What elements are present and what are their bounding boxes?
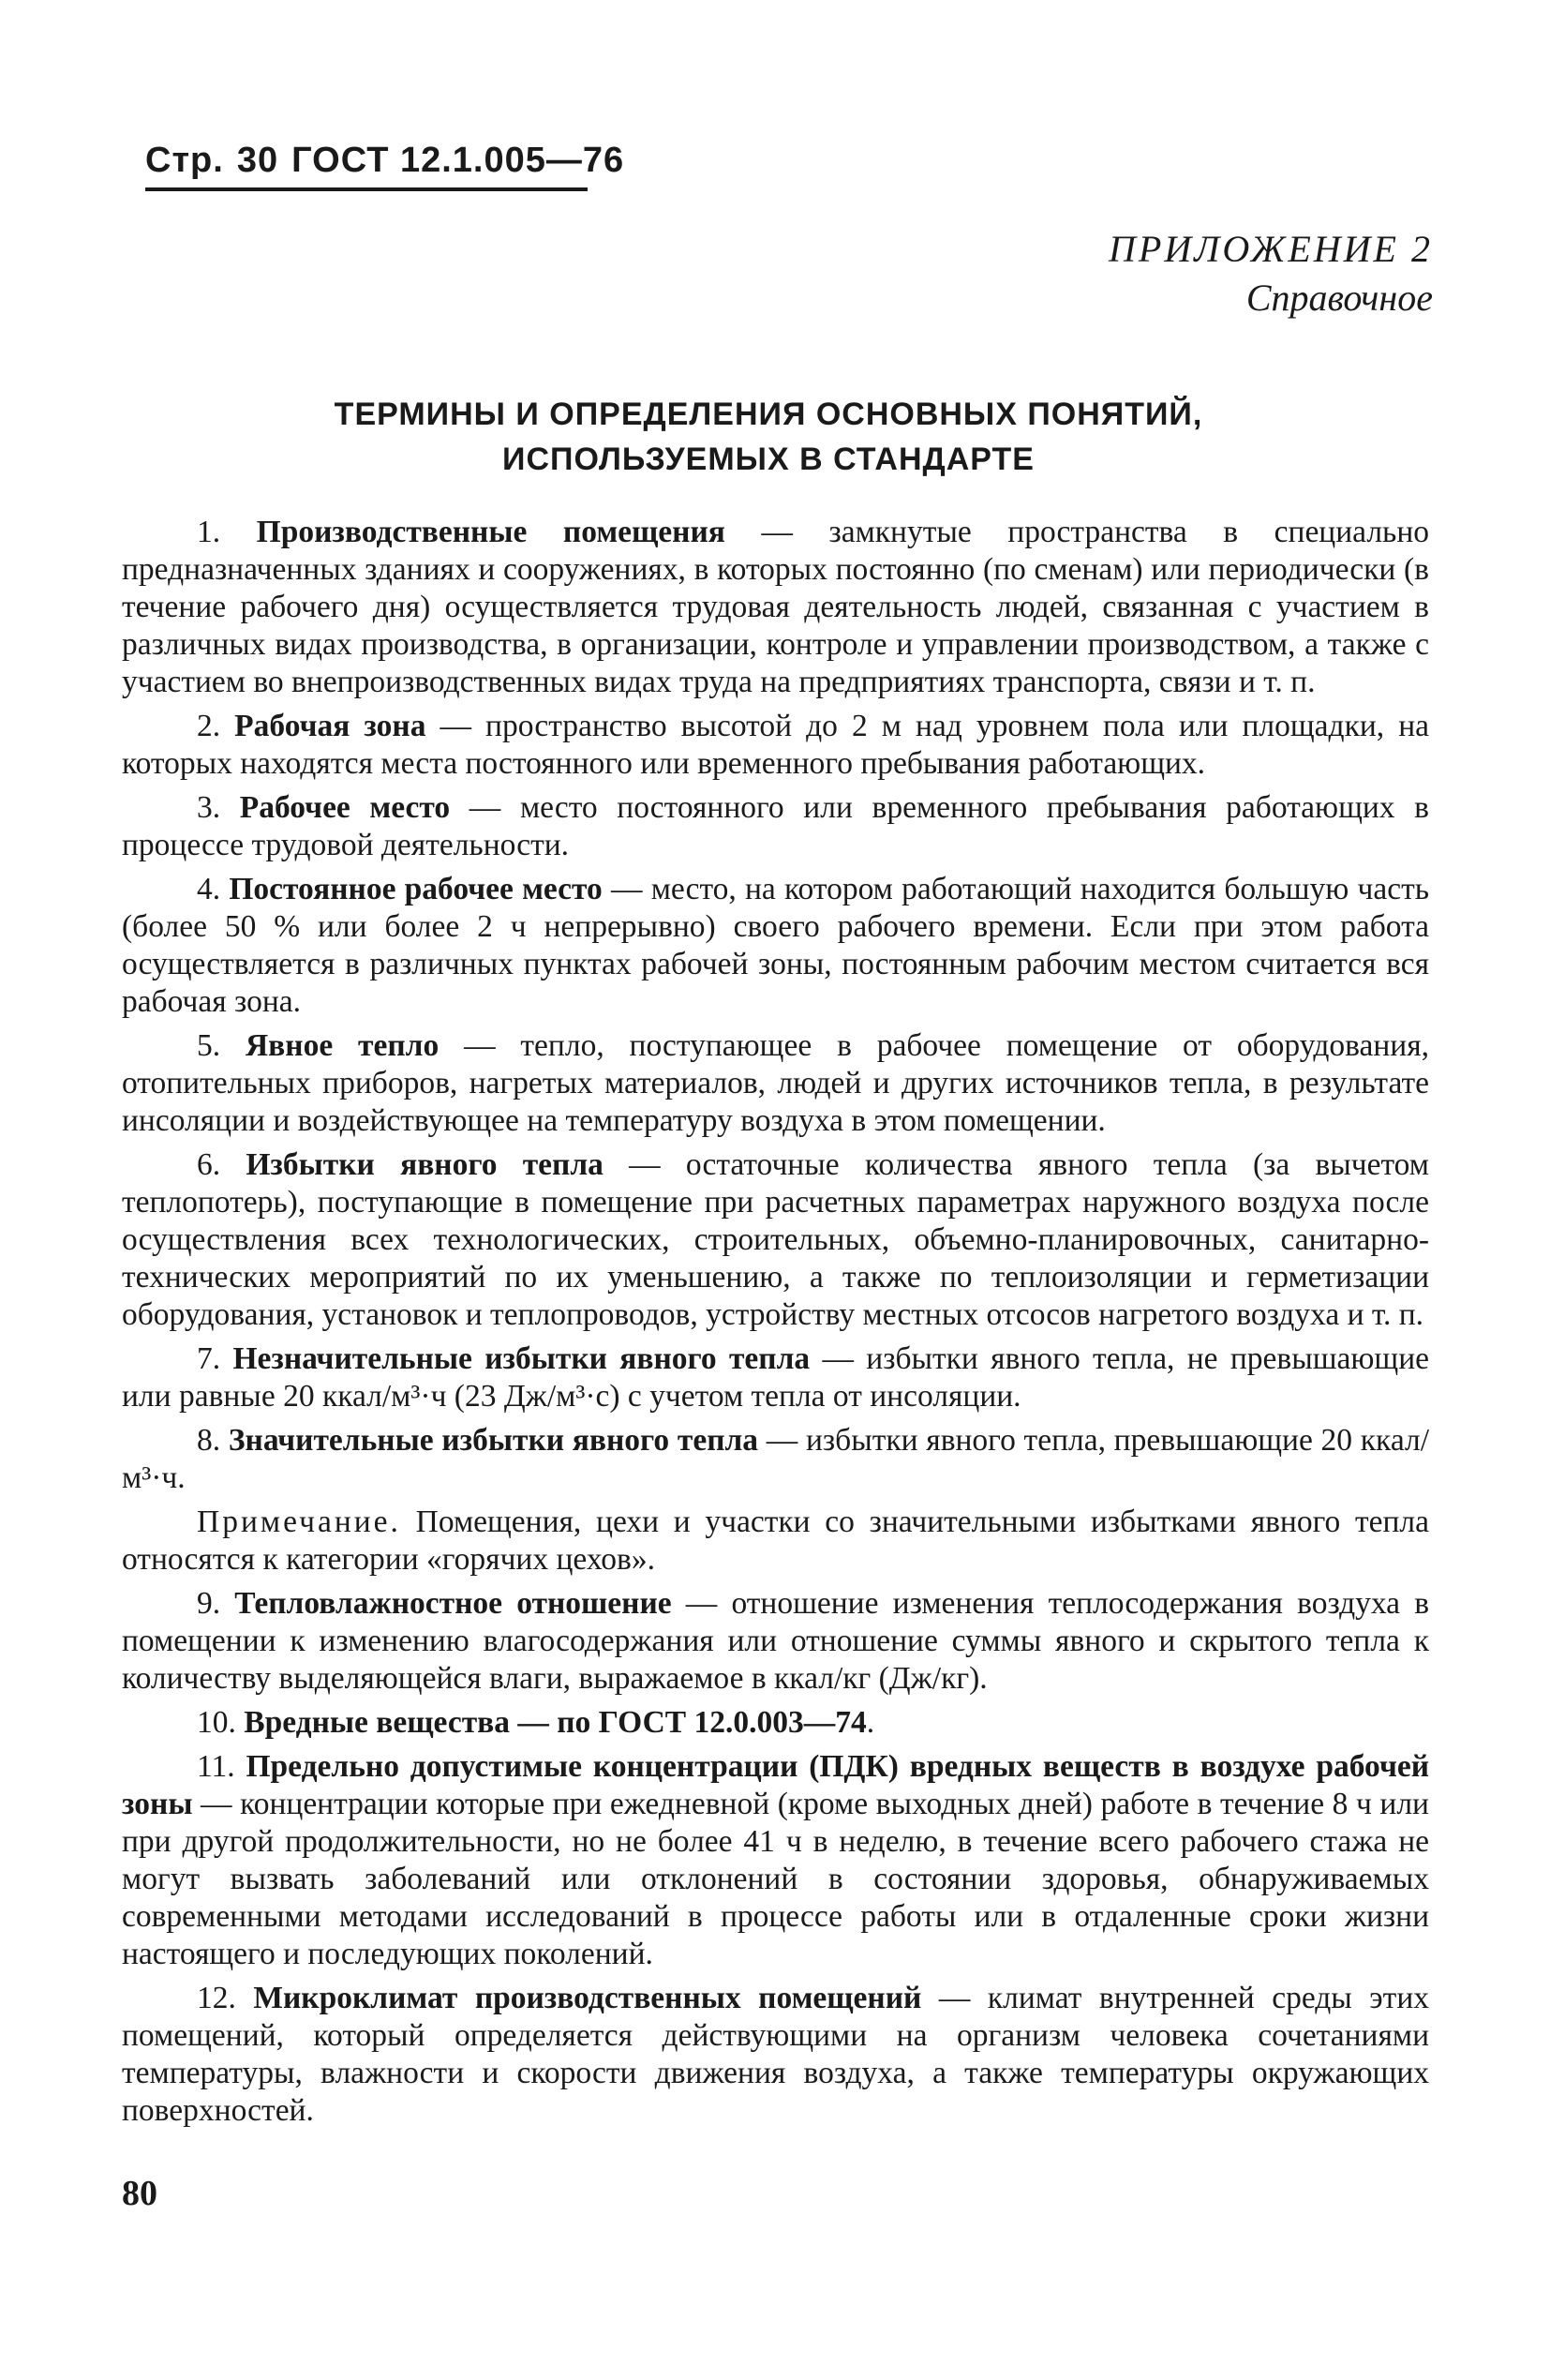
term: Рабочее место <box>239 790 451 825</box>
term: Незначительные избытки явного тепла <box>232 1341 811 1376</box>
definition-10: 10. Вредные вещества — по ГОСТ 12.0.003—74. <box>197 1705 875 1740</box>
note-label: Примечание. <box>197 1504 401 1539</box>
definition-2: 2. Рабочая зона — пространство высотой до 2 м над уровнем пола или площадки, на которых находятся места постоянного или временного пребывания работающих. <box>122 709 1429 781</box>
term: Постоянное рабочее место <box>229 872 603 906</box>
term: Значительные избытки явного тепла <box>228 1423 759 1458</box>
standard-number: ГОСТ 12.1.005—76 <box>291 141 625 180</box>
definition-3: 3. Рабочее место — место постоянного или временного пребывания работающих в процессе трудовой деятельности. <box>122 790 1429 862</box>
definition-1: 1. Производственные помещения — замкнутые пространства в специально предназначенных зданиях и сооружениях, в которых постоянно (по сменам) или периодически (в течение рабочего дня) осуществляется трудовая деятельность людей, связанная с участием в различных видах производства, в организации, контроле и управлении производством, а также с участием во внепроизводственных видах труда на предприятиях транспорта, связи и т. п. <box>122 515 1429 699</box>
definition-6: 6. Избытки явного тепла — остаточные количества явного тепла (за вычетом теплопотерь), поступающие в помещение при расчетных параметрах наружного воздуха после осуществления всех технологических, строительных, объемно-планировочных, санитарно-технических мероприятий по их уменьшению, а также по теплоизоляции и герметизации оборудования, установок и теплопроводов, устройству местных отсосов нагретого воздуха и т. п. <box>122 1147 1429 1332</box>
header-rule <box>145 187 588 191</box>
term: Производственные помещения <box>256 515 725 549</box>
page-number: 80 <box>122 2174 157 2213</box>
definition-7: 7. Незначительные избытки явного тепла — избытки явного тепла, не превышающие или равные 20 ккал/м³·ч (23 Дж/м³·с) с учетом тепла от инсоляции. <box>122 1341 1430 1414</box>
term: Рабочая зона <box>234 709 426 743</box>
appendix-label <box>1109 225 1433 322</box>
document-title-line-2: ИСПОЛЬЗУЕМЫХ В СТАНДАРТЕ <box>502 442 1035 477</box>
definition-4: 4. Постоянное рабочее место — место, на котором работающий находится большую часть (более 50 % или более 2 ч непрерывно) своего рабочего времени. Если при этом работа осуществляется в различных пунктах рабочей зоны, постоянным рабочим местом считается вся рабочая зона. <box>122 872 1429 1019</box>
appendix-subtitle: Справочное <box>1245 277 1433 319</box>
term: Тепловлажностное отношение <box>234 1586 672 1621</box>
definition-8: 8. Значительные избытки явного тепла — избытки явного тепла, превышающие 20 ккал/м³·ч. <box>122 1423 1430 1495</box>
definition-11: 11. Предельно допустимые концентрации (ПДК) вредных веществ в воздухе рабочей зоны — концентрации которые при ежедневной (кроме выходных дней) работе в течение 8 ч или при другой продолжительности, но не более 41 ч в неделю, в течение всего рабочего стажа не могут вызвать заболеваний или отклонений в состоянии здоровья, обнаруживаемых современными методами исследований в процессе работы или в отдаленные сроки жизни настоящего и последующих поколений. <box>122 1749 1430 1971</box>
document-title <box>150 392 1387 482</box>
definition-5: 5. Явное тепло — тепло, поступающее в рабочее помещение от оборудования, отопительных приборов, нагретых материалов, людей и других источников тепла, в результате инсоляции и воздействующее на температуру воздуха в этом помещении. <box>122 1028 1430 1138</box>
term: Явное тепло <box>245 1028 440 1063</box>
term: Вредные вещества — по ГОСТ 12.0.003—74 <box>244 1705 867 1740</box>
page-header <box>145 141 625 181</box>
term: Избытки явного тепла <box>246 1147 604 1182</box>
term: Микроклимат производственных помещений <box>253 1981 922 2015</box>
definitions-list <box>122 514 1429 2136</box>
definition-note: Примечание. Помещения, цехи и участки со значительными избытками явного тепла относятся к категории «горячих цехов». <box>122 1504 1429 1577</box>
page-ref: 30 <box>236 141 279 180</box>
appendix-title: ПРИЛОЖЕНИЕ 2 <box>1109 228 1433 270</box>
term: Предельно допустимые концентрации (ПДК) вредных веществ в воздухе рабочей зоны <box>122 1749 1430 1821</box>
definition-12: 12. Микроклимат производственных помещений — климат внутренней среды этих помещений, который определяется действующими на организм человека сочетаниями температуры, влажности и скорости движения воздуха, а также температуры окружающих поверхностей. <box>122 1981 1429 2128</box>
definition-9: 9. Тепловлажностное отношение — отношение изменения теплосодержания воздуха в помещении к изменению влагосодержания или отношение суммы явного и скрытого тепла к количеству выделяющейся влаги, выражаемое в ккал/кг (Дж/кг). <box>122 1586 1430 1696</box>
page-label: Стр. <box>145 141 224 180</box>
document-title-line-1: ТЕРМИНЫ И ОПРЕДЕЛЕНИЯ ОСНОВНЫХ ПОНЯТИЙ, <box>334 397 1203 432</box>
